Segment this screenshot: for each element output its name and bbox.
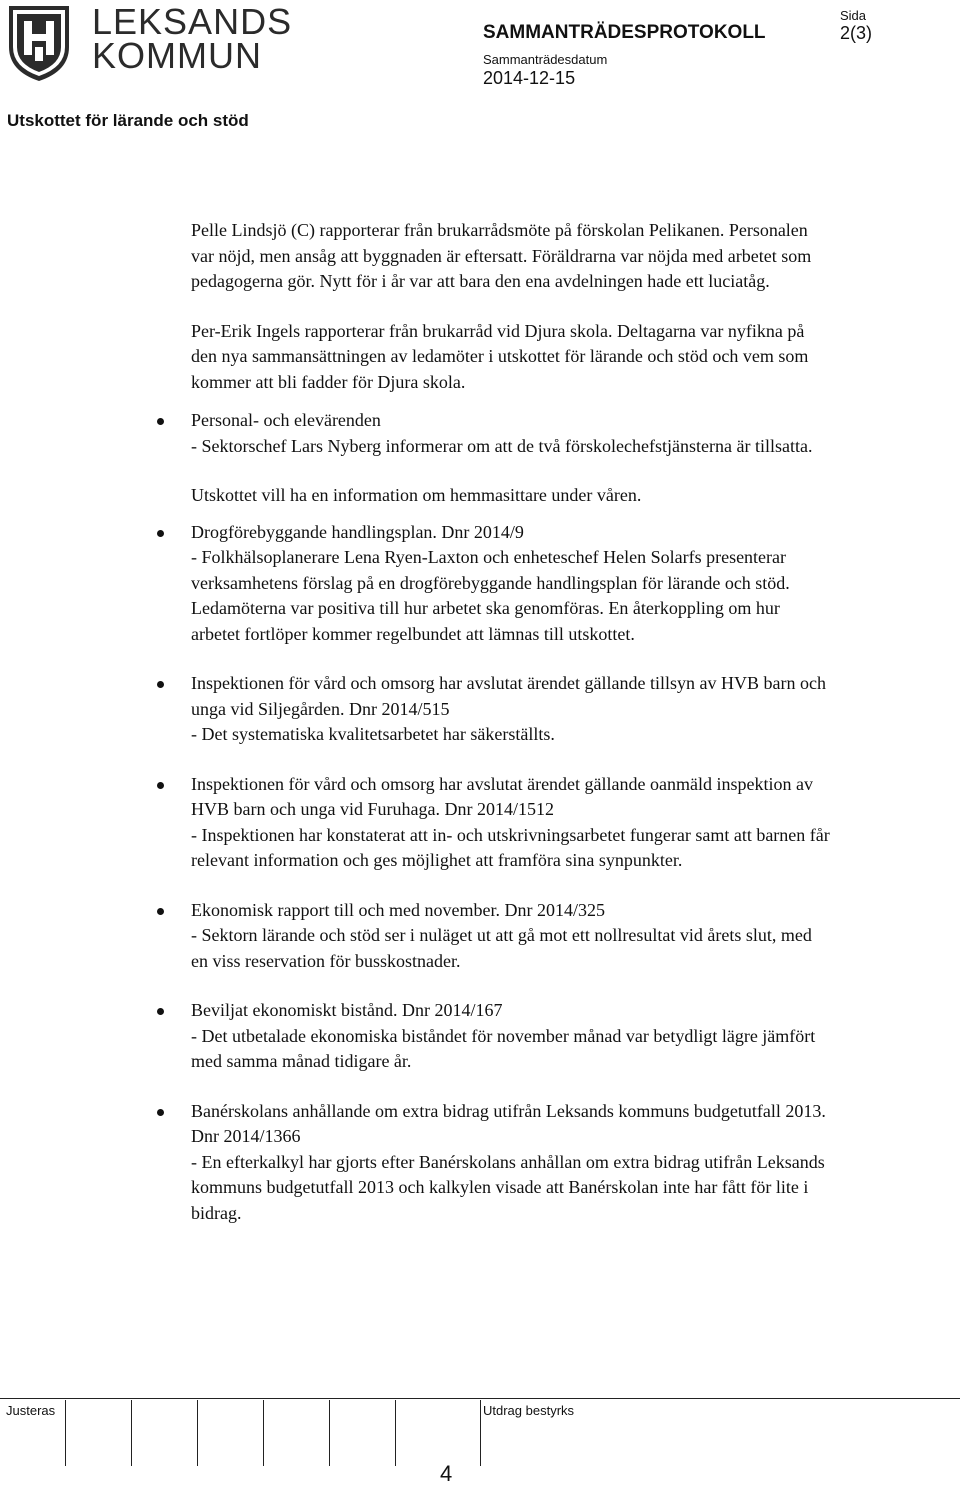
bullet-icon [157,418,164,425]
list-item [191,520,831,648]
list-item-heading: Ekonomisk rapport till och med november. Dnr 2014/325 [191,899,605,920]
logo-text-line-1: LEKSANDS [92,1,293,42]
signature-box-divider [329,1400,330,1466]
bullet-icon [157,530,164,537]
footer-page-number: 4 [440,1461,453,1486]
list-item [191,671,831,748]
document-type-title: SAMMANTRÄDESPROTOKOLL [483,22,766,43]
signature-box-divider [131,1400,132,1466]
list-item-text: - Folkhälsoplanerare Lena Ryen-Laxton och enheteschef Helen Solarfs presenterar verksamhetens förslag på en drogförebyggande handlingsplan för lärande och stöd. Ledamöterna var positiva till hur arbetet ska genomföras. En återkoppling om hur arbetet fortlöper kommer regelbundet att lämnas till utskottet. [191,547,790,644]
bullet-icon [157,681,164,688]
bullet-icon [157,1109,164,1116]
signature-box-divider [395,1400,396,1466]
municipal-coat-of-arms-icon [6,3,72,83]
signature-box-divider [65,1400,66,1466]
list-item [191,1099,831,1227]
list-item [191,408,831,459]
footer-divider [0,1398,960,1399]
bullet-icon [157,1008,164,1015]
bullet-icon [157,782,164,789]
list-item-text: - Det utbetalade ekonomiska biståndet för november månad var betydligt lägre jämfört med samma månad tidigare år. [191,1025,816,1071]
list-item [191,898,831,975]
page-label: Sida [840,8,867,23]
bullet-icon [157,908,164,915]
list-item [191,772,831,874]
utdrag-bestyrks-label: Utdrag bestyrks [483,1403,575,1418]
committee-name: Utskottet för lärande och stöd [7,111,249,130]
list-item-text: - Sektorschef Lars Nyberg informerar om att de två förskolechefstjänsterna är tillsatta. [191,435,813,456]
logo-text-line-2: KOMMUN [92,35,262,76]
signature-box-divider [480,1400,481,1466]
list-item-heading: Drogförebyggande handlingsplan. Dnr 2014/9 [191,521,524,542]
list-item-text: - Inspektionen har konstaterat att in- och utskrivningsarbetet fungerar samt att barnen får relevant information och ges möjlighet att framföra sina synpunkter. [191,824,830,870]
list-item-text: - Det systematiska kvalitetsarbetet har säkerställts. [191,724,555,744]
signature-box-divider [263,1400,264,1466]
paragraph-hemmasittare: Utskottet vill ha en information om hemmasittare under våren. [191,485,642,505]
page-number: 2(3) [840,23,873,43]
list-item-heading: Personal- och elevärenden [191,410,381,430]
justeras-label: Justeras [6,1403,56,1418]
paragraph-brukarrad-djura: Per-Erik Ingels rapporterar från brukarråd vid Djura skola. Deltagarna var nyfikna på den nya sammansättningen av ledamöter i utskottet för lärande och stöd och vem som kommer att bli fadder för Djura skola. [191,320,809,392]
list-item-heading: Banérskolans anhållande om extra bidrag utifrån Leksands kommuns budgetutfall 2013. Dnr 2014/1366 [191,1100,826,1146]
minutes-body [191,218,831,1226]
meeting-date-label: Sammanträdesdatum [483,52,608,67]
list-item-text: - En efterkalkyl har gjorts efter Banérskolans anhållan om extra bidrag utifrån Leksands kommuns budgetutfall 2013 och kalkylen visade att Banérskolan inte har fått för lite i bidrag. [191,1151,825,1223]
meeting-date: 2014-12-15 [483,68,576,88]
list-item [191,998,831,1075]
paragraph-brukarrad-pelikanen: Pelle Lindsjö (C) rapporterar från brukarrådsmöte på förskolan Pelikanen. Personalen var nöjd, men ansåg att byggnaden är eftersatt. Föräldrarna var nöjda med arbetet som pedagogerna gör. Nytt för i år var att bara den ena avdelningen hade ett luciatåg. [191,220,812,291]
list-item-text: - Sektorn lärande och stöd ser i nuläget ut att gå mot ett nollresultat vid årets slut, med en viss reservation för busskostnader. [191,925,812,971]
list-item-heading: Beviljat ekonomiskt bistånd. Dnr 2014/167 [191,1000,503,1020]
signature-box-divider [197,1400,198,1466]
list-item-heading: Inspektionen för vård och omsorg har avslutat ärendet gällande tillsyn av HVB barn och unga vid Siljegården. Dnr 2014/515 [191,673,826,719]
list-item-heading: Inspektionen för vård och omsorg har avslutat ärendet gällande oanmäld inspektion av HVB barn och unga vid Furuhaga. Dnr 2014/1512 [191,773,813,819]
